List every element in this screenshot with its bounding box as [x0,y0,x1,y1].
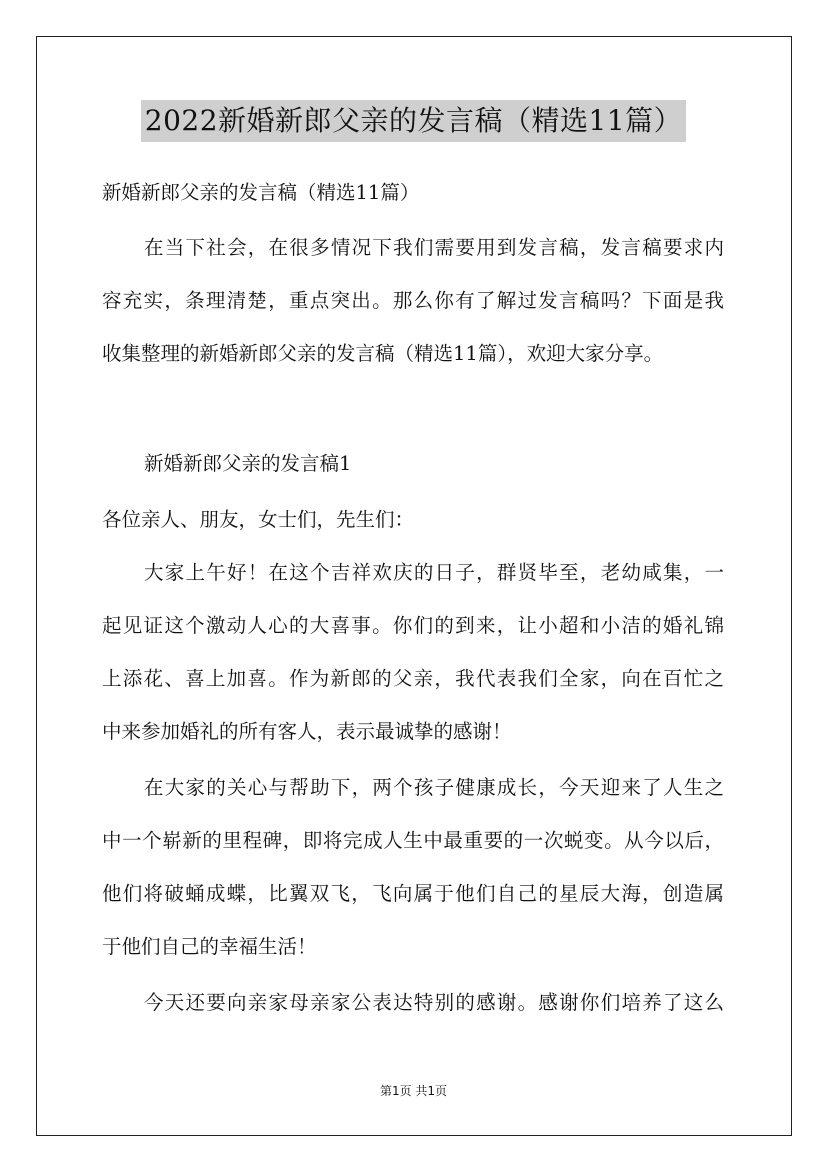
salutation: 各位亲人、朋友，女士们，先生们： [102,508,415,531]
paragraph-line: 于他们自己的幸福生活！ [102,935,317,958]
paragraph-line: 上添花、喜上加喜。作为新郎的父亲，我代表我们全家，向在百忙之 [102,667,724,690]
paragraph-line: 今天还要向亲家母亲家公表达特别的感谢。感谢你们培养了这么 [144,991,724,1014]
section-heading: 新婚新郎父亲的发言稿1 [144,452,352,475]
paragraph-line: 起见证这个激动人心的大喜事。你们的到来，让小超和小洁的婚礼锦 [102,614,724,637]
document-subtitle: 新婚新郎父亲的发言稿（精选11篇） [102,181,420,204]
title-container [0,100,827,142]
paragraph-line: 中来参加婚礼的所有客人，表示最诚挚的感谢！ [102,720,512,743]
page-footer: 第1页 共1页 [379,1084,448,1098]
document-title: 2022新婚新郎父亲的发言稿（精选11篇） [141,100,686,142]
intro-line: 收集整理的新婚新郎父亲的发言稿（精选11篇），欢迎大家分享。 [102,342,664,365]
intro-line: 在当下社会，在很多情况下我们需要用到发言稿，发言稿要求内 [144,236,724,259]
paragraph-line: 他们将破蛹成蝶，比翼双飞，飞向属于他们自己的星辰大海，创造属 [102,882,724,905]
paragraph-line: 中一个崭新的里程碑，即将完成人生中最重要的一次蜕变。从今以后， [102,829,724,852]
paragraph-line: 在大家的关心与帮助下，两个孩子健康成长，今天迎来了人生之 [144,776,724,799]
intro-line: 容充实，条理清楚，重点突出。那么你有了解过发言稿吗？下面是我 [102,289,724,312]
paragraph-line: 大家上午好！在这个吉祥欢庆的日子，群贤毕至，老幼咸集，一 [144,561,724,584]
